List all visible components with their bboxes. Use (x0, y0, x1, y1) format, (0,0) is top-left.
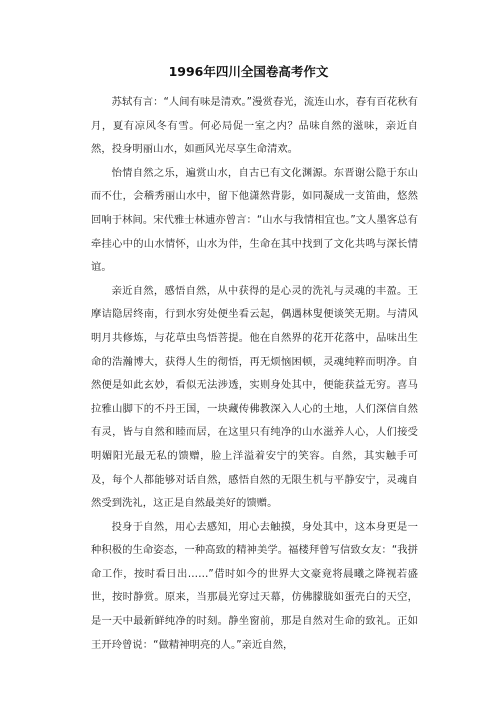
paragraph-2: 怡情自然之乐，遍赏山水，自古已有文化渊源。东晋谢公隐于东山而不仕，会稽秀丽山水中，留下他潇然背影，如同凝成一支笛曲，悠然回响于林间。宋代雅士林逋亦曾言：“山水与我情相宜也。”文人墨客总有牵挂心中的山水情怀，山水为伴，生命在其中找到了文化共鸣与深长情谊。 (91, 166, 418, 274)
paragraph-1: 苏轼有言：“人间有味是清欢。”漫赏春光，流连山水，春有百花秋有月，夏有凉风冬有雪。何必局促一室之内？品味自然的滋味，亲近自然，投身明丽山水，如画风光尽享生命清欢。 (91, 96, 418, 156)
paragraph-3: 亲近自然，感悟自然，从中获得的是心灵的洗礼与灵魂的丰盈。王摩诘隐居终南，行到水穷处便坐看云起，偶遇林叟便谈笑无期。与清风明月共修炼，与花草虫鸟悟菩提。他在自然界的花开花落中，品味出生命的浩瀚博大，获得人生的彻悟，再无烦恼困顿，灵魂纯粹而明净。自然便是如此玄妙，看似无法涉透，实则身处其中，便能获益无穷。喜马拉雅山脚下的不丹王国，一块藏传佛教深入人心的土地，人们深信自然有灵，皆与自然和睦而居，在这里只有纯净的山水滋养人心，人们接受明媚阳光最无私的馈赠，脸上洋溢着安宁的笑容。自然，其实触手可及，每个人都能够对话自然，感悟自然的无限生机与平静安宁，灵魂自然受到洗礼，这正是自然最美好的馈赠。 (91, 284, 418, 510)
paragraph-4: 投身于自然，用心去感知，用心去触摸，身处其中，这本身更是一种积极的生命姿态，一种高致的精神美学。福楼拜曾写信致女友：“我拼命工作，按时看日出……”借时如今的世界大文豪竟将晨曦之降视若盛世，按时静赏。原来，当那晨光穿过天幕，仿佛朦胧如蛋壳白的天空，是一天中最新鲜纯净的时刻。静坐窗前，那是自然对生命的致礼。正如王开玲曾说：“做精神明亮的人。”亲近自然， (91, 520, 418, 651)
document-title: 1996年四川全国卷高考作文 (168, 64, 329, 79)
